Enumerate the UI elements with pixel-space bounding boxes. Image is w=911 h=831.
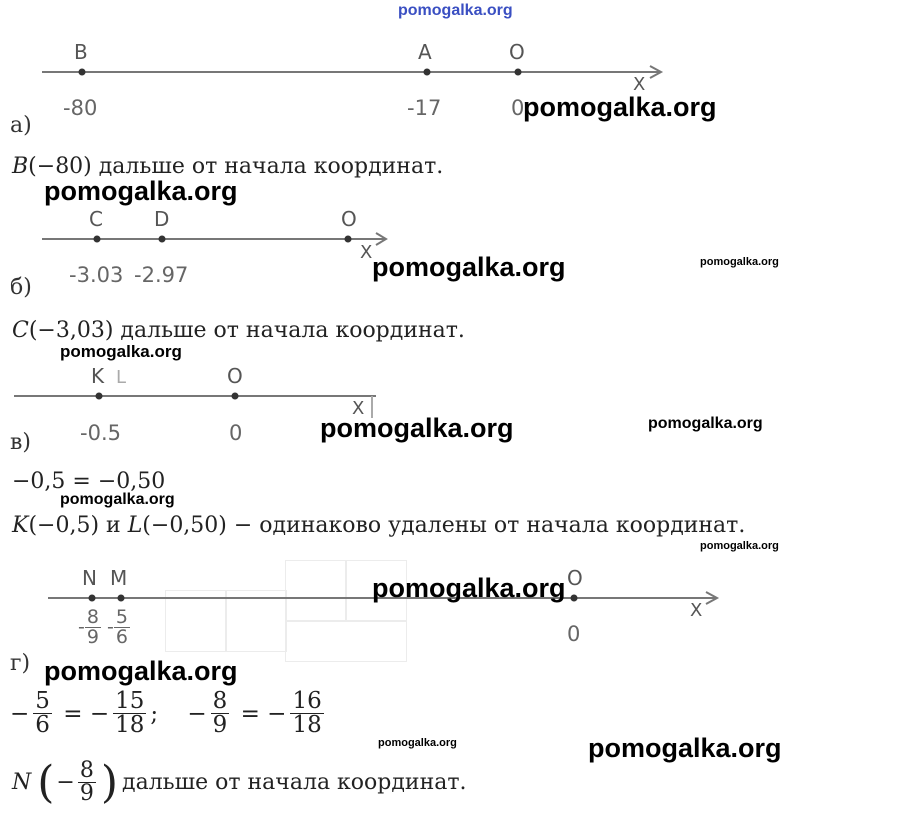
axis-label-x: X (690, 600, 703, 621)
point-label-o: O (341, 207, 357, 231)
watermark: pomogalka.org (320, 413, 514, 443)
point-value-b: -80 (63, 96, 98, 120)
point-o (571, 595, 578, 602)
point-label-k: K (91, 364, 105, 388)
watermark: pomogalka.org (648, 415, 763, 432)
point-label-d: D (154, 207, 170, 231)
watermark: pomogalka.org (523, 92, 717, 122)
point-label-l: L (116, 367, 127, 388)
watermark: pomogalka.org (44, 176, 238, 206)
equation-v: −0,5 = −0,50 (12, 469, 166, 494)
answer-v: K(−0,5) и L(−0,50) − одинаково удалены от начала координат. (12, 513, 746, 538)
part-label-g: г) (10, 651, 31, 676)
part-label-b: б) (10, 275, 32, 300)
watermark: pomogalka.org (60, 491, 175, 508)
watermark: pomogalka.org (588, 733, 782, 763)
point-m (118, 595, 125, 602)
point-label-o: O (509, 40, 525, 64)
answer-a: B(−80) дальше от начала координат. (12, 154, 444, 179)
point-value-o: 0 (229, 421, 243, 445)
axis-label-x: X (352, 398, 365, 419)
point-o (345, 236, 352, 243)
watermark: pomogalka.org (700, 540, 779, 552)
point-label-n: N (82, 566, 97, 590)
point-label-a: A (418, 40, 432, 64)
number-line-b (42, 233, 386, 245)
point-value-d: -2.97 (134, 263, 189, 287)
point-value-o: 0 (511, 96, 525, 120)
point-value-m: - $\frac{5}{6}$ (107, 606, 128, 648)
watermark-top: pomogalka.org (398, 2, 513, 19)
watermark: pomogalka.org (700, 256, 779, 268)
point-a (424, 69, 431, 76)
point-k (96, 393, 103, 400)
point-label-o: O (227, 364, 243, 388)
point-o (515, 69, 522, 76)
watermark: pomogalka.org (372, 573, 566, 603)
watermark: pomogalka.org (44, 656, 238, 686)
point-label-m: M (110, 566, 128, 590)
watermark: pomogalka.org (372, 252, 566, 282)
point-label-b: B (74, 40, 88, 64)
point-value-n: - $\frac{8}{9}$ (78, 606, 99, 648)
point-d (159, 236, 166, 243)
answer-g: N ( − $\frac{8}{9}$ ) дальше от начала координат. (12, 756, 467, 808)
watermark: pomogalka.org (378, 737, 457, 749)
answer-b: C(−3,03) дальше от начала координат. (12, 318, 465, 343)
point-value-k: -0.5 (80, 421, 121, 445)
point-value-o: 0 (567, 622, 581, 646)
axis-label-x: X (360, 242, 373, 263)
point-value-c: -3.03 (69, 263, 124, 287)
point-value-a: -17 (407, 96, 442, 120)
part-label-a: а) (10, 113, 32, 138)
point-label-o: O (567, 566, 583, 590)
watermark: pomogalka.org (60, 342, 182, 361)
point-n (89, 595, 96, 602)
point-o (232, 393, 239, 400)
equations-g: − $\frac{5}{6}$ = − $\frac{15}{18}$ ; − $\frac{8}{9}$ = − $\frac{16}{18}$ (10, 688, 322, 738)
point-b (79, 69, 86, 76)
point-label-c: C (89, 207, 103, 231)
point-c (94, 236, 101, 243)
number-line-a (42, 66, 661, 78)
part-label-v: в) (10, 430, 31, 455)
axis-label-x: X (633, 74, 646, 95)
